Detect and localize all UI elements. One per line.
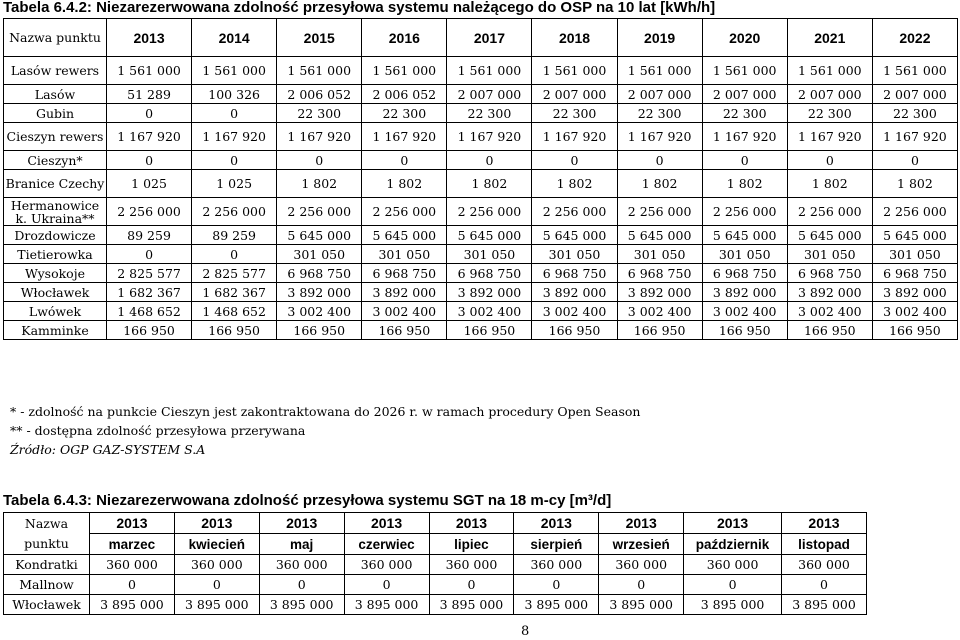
table-row <box>4 85 958 104</box>
column-header-year: 2013 <box>782 513 867 534</box>
column-header-year: 2017 <box>447 19 532 57</box>
capacity-value-cell: 2 256 000 <box>787 198 872 226</box>
column-header-year: 2014 <box>192 19 277 57</box>
capacity-value-cell: 0 <box>514 575 599 595</box>
capacity-value-cell: 2 256 000 <box>702 198 787 226</box>
capacity-value-cell: 2 256 000 <box>617 198 702 226</box>
capacity-value-cell: 100 326 <box>192 85 277 104</box>
capacity-value-cell: 5 645 000 <box>362 226 447 245</box>
capacity-value-cell: 3 895 000 <box>684 595 782 615</box>
point-name-cell: Gubin <box>4 104 107 123</box>
point-name-cell: Lwówek <box>4 302 107 321</box>
capacity-value-cell: 5 645 000 <box>617 226 702 245</box>
capacity-value-cell: 166 950 <box>532 321 617 340</box>
capacity-value-cell: 22 300 <box>702 104 787 123</box>
capacity-value-cell: 0 <box>787 151 872 170</box>
capacity-value-cell: 3 892 000 <box>362 283 447 302</box>
capacity-value-cell: 22 300 <box>362 104 447 123</box>
capacity-value-cell: 1 025 <box>192 170 277 198</box>
capacity-table-10y <box>3 18 958 340</box>
column-header-month: listopad <box>782 534 867 555</box>
capacity-value-cell: 22 300 <box>532 104 617 123</box>
column-header-month: sierpień <box>514 534 599 555</box>
column-header-year: 2022 <box>872 19 957 57</box>
capacity-value-cell: 2 256 000 <box>277 198 362 226</box>
capacity-value-cell: 6 968 750 <box>532 264 617 283</box>
capacity-value-cell: 3 895 000 <box>90 595 175 615</box>
capacity-value-cell: 3 895 000 <box>599 595 684 615</box>
capacity-value-cell: 301 050 <box>702 245 787 264</box>
capacity-value-cell: 166 950 <box>787 321 872 340</box>
table-row <box>4 575 867 595</box>
capacity-value-cell: 360 000 <box>429 555 514 575</box>
capacity-value-cell: 3 895 000 <box>782 595 867 615</box>
table-row <box>4 555 867 575</box>
capacity-value-cell: 301 050 <box>362 245 447 264</box>
capacity-value-cell: 1 561 000 <box>362 57 447 85</box>
capacity-value-cell: 166 950 <box>617 321 702 340</box>
capacity-value-cell: 0 <box>872 151 957 170</box>
capacity-value-cell: 0 <box>429 575 514 595</box>
column-header-year: 2021 <box>787 19 872 57</box>
capacity-value-cell: 166 950 <box>872 321 957 340</box>
page-number: 8 <box>521 624 530 639</box>
point-name-cell: Branice Czechy <box>4 170 107 198</box>
column-header-year: 2013 <box>90 513 175 534</box>
capacity-value-cell: 2 007 000 <box>702 85 787 104</box>
column-header-month: marzec <box>90 534 175 555</box>
point-name-cell: Włocławek <box>4 595 90 615</box>
capacity-value-cell: 301 050 <box>447 245 532 264</box>
capacity-value-cell: 5 645 000 <box>277 226 362 245</box>
capacity-value-cell: 360 000 <box>782 555 867 575</box>
capacity-value-cell: 1 802 <box>787 170 872 198</box>
footnotes <box>10 402 640 459</box>
capacity-value-cell: 360 000 <box>514 555 599 575</box>
capacity-value-cell: 2 256 000 <box>192 198 277 226</box>
capacity-value-cell: 166 950 <box>362 321 447 340</box>
capacity-value-cell: 6 968 750 <box>617 264 702 283</box>
point-name-cell: Drozdowicze <box>4 226 107 245</box>
table-row <box>4 198 958 226</box>
capacity-value-cell: 1 167 920 <box>787 123 872 151</box>
capacity-value-cell: 3 895 000 <box>174 595 259 615</box>
capacity-value-cell: 3 895 000 <box>429 595 514 615</box>
capacity-value-cell: 3 892 000 <box>702 283 787 302</box>
capacity-value-cell: 3 002 400 <box>277 302 362 321</box>
table-row <box>4 245 958 264</box>
capacity-value-cell: 2 007 000 <box>787 85 872 104</box>
capacity-value-cell: 1 802 <box>872 170 957 198</box>
capacity-value-cell: 3 895 000 <box>344 595 429 615</box>
capacity-value-cell: 166 950 <box>107 321 192 340</box>
capacity-value-cell: 0 <box>684 575 782 595</box>
capacity-value-cell: 22 300 <box>872 104 957 123</box>
capacity-value-cell: 2 825 577 <box>107 264 192 283</box>
capacity-value-cell: 0 <box>192 245 277 264</box>
capacity-value-cell: 1 802 <box>277 170 362 198</box>
capacity-value-cell: 1 167 920 <box>107 123 192 151</box>
column-header-year: 2013 <box>259 513 344 534</box>
capacity-value-cell: 2 006 052 <box>277 85 362 104</box>
column-header-year: 2020 <box>702 19 787 57</box>
capacity-value-cell: 3 002 400 <box>787 302 872 321</box>
capacity-value-cell: 3 892 000 <box>532 283 617 302</box>
table-row <box>4 595 867 615</box>
point-name-cell: Kondratki <box>4 555 90 575</box>
capacity-value-cell: 166 950 <box>447 321 532 340</box>
capacity-value-cell: 5 645 000 <box>532 226 617 245</box>
table2-caption: Tabela 6.4.3: Niezarezerwowana zdolność przesyłowa systemu SGT na 18 m-cy [m³/d] <box>3 492 612 509</box>
capacity-value-cell: 1 167 920 <box>192 123 277 151</box>
capacity-value-cell: 301 050 <box>617 245 702 264</box>
capacity-value-cell: 1 802 <box>447 170 532 198</box>
capacity-value-cell: 5 645 000 <box>447 226 532 245</box>
capacity-value-cell: 360 000 <box>344 555 429 575</box>
capacity-value-cell: 5 645 000 <box>872 226 957 245</box>
point-name-cell: Kamminke <box>4 321 107 340</box>
column-header-year: 2019 <box>617 19 702 57</box>
capacity-value-cell: 1 167 920 <box>532 123 617 151</box>
capacity-value-cell: 3 895 000 <box>259 595 344 615</box>
capacity-value-cell: 2 256 000 <box>447 198 532 226</box>
capacity-value-cell: 0 <box>259 575 344 595</box>
point-name-cell: Hermanowice k. Ukraina** <box>4 198 107 226</box>
capacity-value-cell: 166 950 <box>277 321 362 340</box>
capacity-value-cell: 6 968 750 <box>702 264 787 283</box>
point-name-cell: Cieszyn* <box>4 151 107 170</box>
capacity-table-18m <box>3 512 867 615</box>
table-row <box>4 226 958 245</box>
capacity-value-cell: 22 300 <box>787 104 872 123</box>
point-name-cell: Tietierowka <box>4 245 107 264</box>
capacity-value-cell: 1 561 000 <box>617 57 702 85</box>
capacity-value-cell: 0 <box>782 575 867 595</box>
column-header-year: 2013 <box>684 513 782 534</box>
source-note: Źródło: OGP GAZ-SYSTEM S.A <box>10 442 206 457</box>
column-header-year: 2013 <box>599 513 684 534</box>
table-row <box>4 104 958 123</box>
capacity-value-cell: 6 968 750 <box>787 264 872 283</box>
capacity-value-cell: 0 <box>90 575 175 595</box>
capacity-value-cell: 1 802 <box>532 170 617 198</box>
capacity-value-cell: 1 167 920 <box>702 123 787 151</box>
capacity-value-cell: 0 <box>107 104 192 123</box>
capacity-value-cell: 2 007 000 <box>617 85 702 104</box>
capacity-value-cell: 51 289 <box>107 85 192 104</box>
capacity-value-cell: 1 468 652 <box>107 302 192 321</box>
capacity-value-cell: 1 167 920 <box>872 123 957 151</box>
table-row <box>4 170 958 198</box>
capacity-value-cell: 0 <box>447 151 532 170</box>
capacity-value-cell: 301 050 <box>532 245 617 264</box>
column-header-month: maj <box>259 534 344 555</box>
table-row <box>4 264 958 283</box>
capacity-value-cell: 301 050 <box>787 245 872 264</box>
column-header-year: 2013 <box>514 513 599 534</box>
table-header-row <box>4 19 958 57</box>
capacity-value-cell: 1 561 000 <box>702 57 787 85</box>
capacity-value-cell: 3 002 400 <box>362 302 447 321</box>
capacity-value-cell: 1 802 <box>362 170 447 198</box>
table-row <box>4 123 958 151</box>
column-header-year: 2013 <box>429 513 514 534</box>
capacity-value-cell: 1 561 000 <box>532 57 617 85</box>
capacity-value-cell: 0 <box>599 575 684 595</box>
capacity-value-cell: 89 259 <box>192 226 277 245</box>
capacity-value-cell: 0 <box>532 151 617 170</box>
capacity-value-cell: 360 000 <box>599 555 684 575</box>
capacity-value-cell: 5 645 000 <box>702 226 787 245</box>
footnote-interruptible: ** - dostępna zdolność przesyłowa przerywana <box>10 423 306 438</box>
column-header-year: 2013 <box>344 513 429 534</box>
capacity-value-cell: 3 892 000 <box>787 283 872 302</box>
capacity-value-cell: 3 892 000 <box>447 283 532 302</box>
capacity-value-cell: 301 050 <box>277 245 362 264</box>
capacity-value-cell: 0 <box>362 151 447 170</box>
column-header-year: 2013 <box>107 19 192 57</box>
capacity-value-cell: 3 002 400 <box>532 302 617 321</box>
capacity-value-cell: 360 000 <box>90 555 175 575</box>
table1-caption: Tabela 6.4.2: Niezarezerwowana zdolność przesyłowa systemu należącego do OSP na 10 lat [kWh/h] <box>3 0 716 16</box>
column-header-point: Nazwa <box>4 513 90 534</box>
month-header-row <box>4 534 867 555</box>
point-name-cell: Wysokoje <box>4 264 107 283</box>
capacity-value-cell: 2 256 000 <box>532 198 617 226</box>
column-header-year: 2018 <box>532 19 617 57</box>
capacity-value-cell: 0 <box>192 104 277 123</box>
capacity-value-cell: 0 <box>344 575 429 595</box>
capacity-value-cell: 1 561 000 <box>192 57 277 85</box>
capacity-value-cell: 0 <box>277 151 362 170</box>
capacity-value-cell: 0 <box>617 151 702 170</box>
capacity-value-cell: 0 <box>107 245 192 264</box>
capacity-value-cell: 1 802 <box>702 170 787 198</box>
capacity-value-cell: 0 <box>702 151 787 170</box>
table-row <box>4 151 958 170</box>
capacity-value-cell: 166 950 <box>702 321 787 340</box>
column-header-month: kwiecień <box>174 534 259 555</box>
capacity-value-cell: 6 968 750 <box>447 264 532 283</box>
capacity-value-cell: 3 895 000 <box>514 595 599 615</box>
capacity-value-cell: 0 <box>174 575 259 595</box>
capacity-value-cell: 3 002 400 <box>702 302 787 321</box>
year-header-row <box>4 513 867 534</box>
table-row <box>4 302 958 321</box>
capacity-value-cell: 6 968 750 <box>277 264 362 283</box>
capacity-value-cell: 3 002 400 <box>447 302 532 321</box>
capacity-value-cell: 1 682 367 <box>107 283 192 302</box>
capacity-value-cell: 360 000 <box>684 555 782 575</box>
footnote-cieszyn: * - zdolność na punkcie Cieszyn jest zakontraktowana do 2026 r. w ramach procedury Open Season <box>10 404 641 419</box>
capacity-value-cell: 22 300 <box>277 104 362 123</box>
capacity-value-cell: 2 007 000 <box>872 85 957 104</box>
capacity-value-cell: 2 007 000 <box>532 85 617 104</box>
capacity-value-cell: 3 002 400 <box>617 302 702 321</box>
capacity-value-cell: 6 968 750 <box>872 264 957 283</box>
point-name-cell: Mallnow <box>4 575 90 595</box>
capacity-value-cell: 1 561 000 <box>787 57 872 85</box>
capacity-value-cell: 360 000 <box>174 555 259 575</box>
point-name-cell: Włocławek <box>4 283 107 302</box>
capacity-value-cell: 1 167 920 <box>277 123 362 151</box>
capacity-value-cell: 1 025 <box>107 170 192 198</box>
capacity-value-cell: 1 561 000 <box>277 57 362 85</box>
capacity-value-cell: 1 802 <box>617 170 702 198</box>
capacity-value-cell: 0 <box>107 151 192 170</box>
capacity-value-cell: 301 050 <box>872 245 957 264</box>
table-row <box>4 321 958 340</box>
capacity-value-cell: 3 892 000 <box>617 283 702 302</box>
capacity-value-cell: 2 007 000 <box>447 85 532 104</box>
column-header-year: 2016 <box>362 19 447 57</box>
capacity-value-cell: 2 256 000 <box>872 198 957 226</box>
capacity-value-cell: 89 259 <box>107 226 192 245</box>
table-row <box>4 57 958 85</box>
column-header-month: październik <box>684 534 782 555</box>
capacity-value-cell: 166 950 <box>192 321 277 340</box>
capacity-value-cell: 3 892 000 <box>277 283 362 302</box>
capacity-value-cell: 1 167 920 <box>447 123 532 151</box>
column-header-point: Nazwa punktu <box>4 19 107 57</box>
column-header-month: czerwiec <box>344 534 429 555</box>
point-name-cell: Lasów rewers <box>4 57 107 85</box>
capacity-value-cell: 1 561 000 <box>447 57 532 85</box>
column-header-year: 2013 <box>174 513 259 534</box>
column-header-point-line2: punktu <box>4 534 90 555</box>
point-name-cell: Cieszyn rewers <box>4 123 107 151</box>
capacity-value-cell: 1 561 000 <box>107 57 192 85</box>
capacity-value-cell: 1 561 000 <box>872 57 957 85</box>
capacity-value-cell: 6 968 750 <box>362 264 447 283</box>
column-header-month: lipiec <box>429 534 514 555</box>
capacity-value-cell: 3 892 000 <box>872 283 957 302</box>
capacity-value-cell: 2 256 000 <box>362 198 447 226</box>
capacity-value-cell: 22 300 <box>447 104 532 123</box>
column-header-month: wrzesień <box>599 534 684 555</box>
capacity-value-cell: 5 645 000 <box>787 226 872 245</box>
capacity-value-cell: 1 682 367 <box>192 283 277 302</box>
capacity-value-cell: 3 002 400 <box>872 302 957 321</box>
column-header-year: 2015 <box>277 19 362 57</box>
point-name-cell: Lasów <box>4 85 107 104</box>
capacity-value-cell: 1 167 920 <box>362 123 447 151</box>
capacity-value-cell: 360 000 <box>259 555 344 575</box>
capacity-value-cell: 1 167 920 <box>617 123 702 151</box>
capacity-value-cell: 22 300 <box>617 104 702 123</box>
table-row <box>4 283 958 302</box>
capacity-value-cell: 2 006 052 <box>362 85 447 104</box>
capacity-value-cell: 1 468 652 <box>192 302 277 321</box>
capacity-value-cell: 0 <box>192 151 277 170</box>
capacity-value-cell: 2 256 000 <box>107 198 192 226</box>
capacity-value-cell: 2 825 577 <box>192 264 277 283</box>
